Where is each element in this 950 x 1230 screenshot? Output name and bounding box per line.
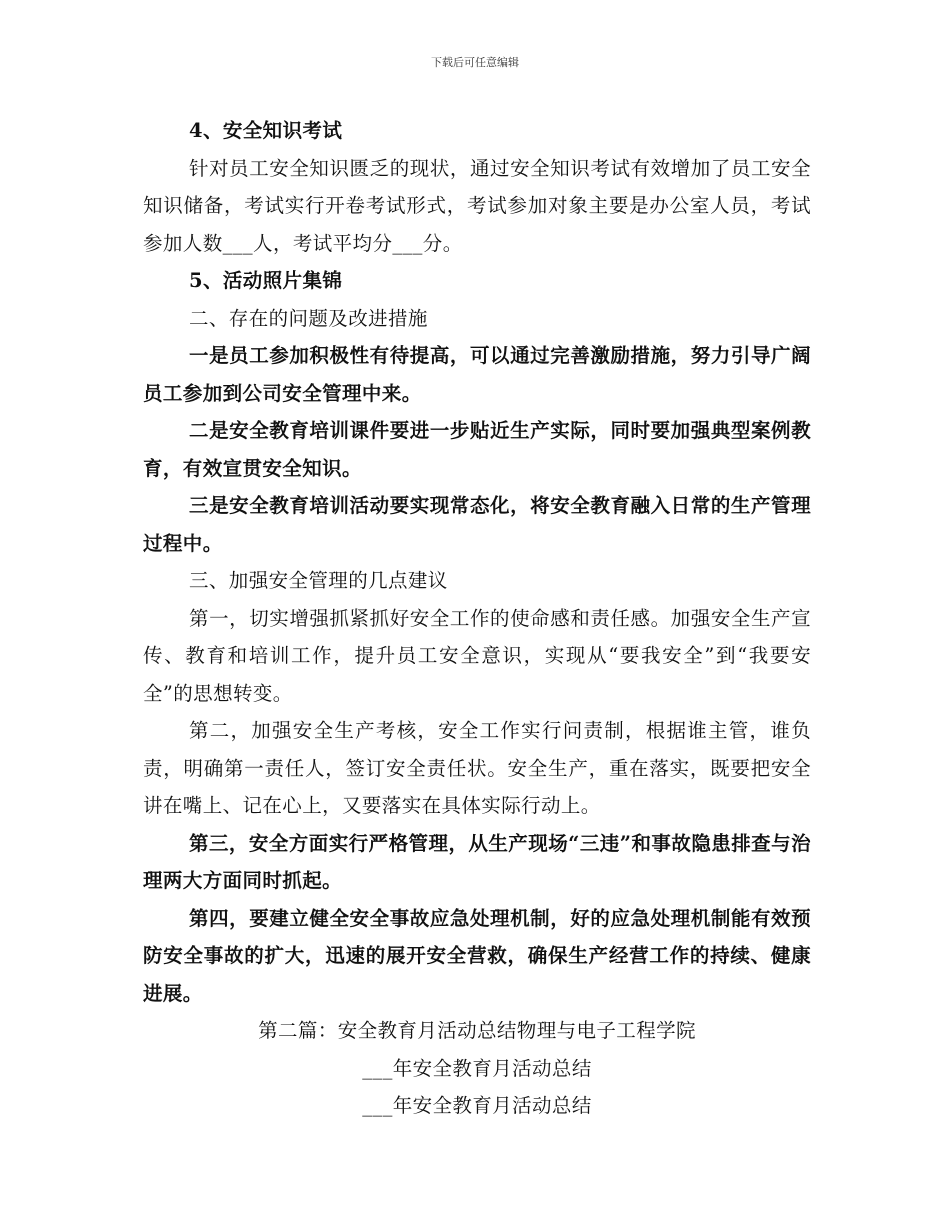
paragraph-exam: 针对员工安全知识匮乏的现状，通过安全知识考试有效增加了员工安全知识储备，考试实行开卷考试形式，考试参加对象主要是办公室人员，考试参加人数___人，考试平均分___分。 bbox=[143, 156, 811, 255]
paragraph-suggestion-4: 第四，要建立健全安全事故应急处理机制，好的应急处理机制能有效预防安全事故的扩大，迅速的展开安全营救，确保生产经营工作的持续、健康进展。 bbox=[143, 906, 811, 1005]
section-heading-photos: 5、活动照片集锦 bbox=[189, 269, 343, 292]
chapter-title: 第二篇：安全教育月活动总结物理与电子工程学院 bbox=[258, 1019, 696, 1042]
section-heading-suggestions: 三、加强安全管理的几点建议 bbox=[189, 569, 448, 592]
paragraph-suggestion-3: 第三，安全方面实行严格管理，从生产现场“三违”和事故隐患排查与治理两大方面同时抓起。 bbox=[143, 831, 811, 892]
page-header: 下载后可任意编辑 bbox=[431, 56, 519, 69]
subtitle-1: ___年安全教育月活动总结 bbox=[362, 1056, 592, 1080]
document-body bbox=[143, 112, 811, 1125]
subtitle-2: ___年安全教育月活动总结 bbox=[362, 1094, 592, 1117]
paragraph-problem-3: 三是安全教育培训活动要实现常态化，将安全教育融入日常的生产管理过程中。 bbox=[143, 494, 811, 555]
paragraph-suggestion-1: 第一，切实增强抓紧抓好安全工作的使命感和责任感。加强安全生产宣传、教育和培训工作，提升员工安全意识，实现从“要我安全”到“我要安全”的思想转变。 bbox=[143, 606, 811, 705]
paragraph-suggestion-2: 第二，加强安全生产考核，安全工作实行问责制，根据谁主管，谁负责，明确第一责任人，签订安全责任状。安全生产，重在落实，既要把安全讲在嘴上、记在心上，又要落实在具体实际行动上。 bbox=[143, 719, 811, 817]
paragraph-problem-2: 二是安全教育培训课件要进一步贴近生产实际，同时要加强典型案例教育，有效宣贯安全知识。 bbox=[143, 419, 811, 480]
section-heading-exam: 4、安全知识考试 bbox=[189, 119, 343, 142]
paragraph-problem-1: 一是员工参加积极性有待提高，可以通过完善激励措施，努力引导广阔员工参加到公司安全管理中来。 bbox=[143, 344, 811, 405]
section-heading-problems: 二、存在的问题及改进措施 bbox=[189, 306, 428, 330]
